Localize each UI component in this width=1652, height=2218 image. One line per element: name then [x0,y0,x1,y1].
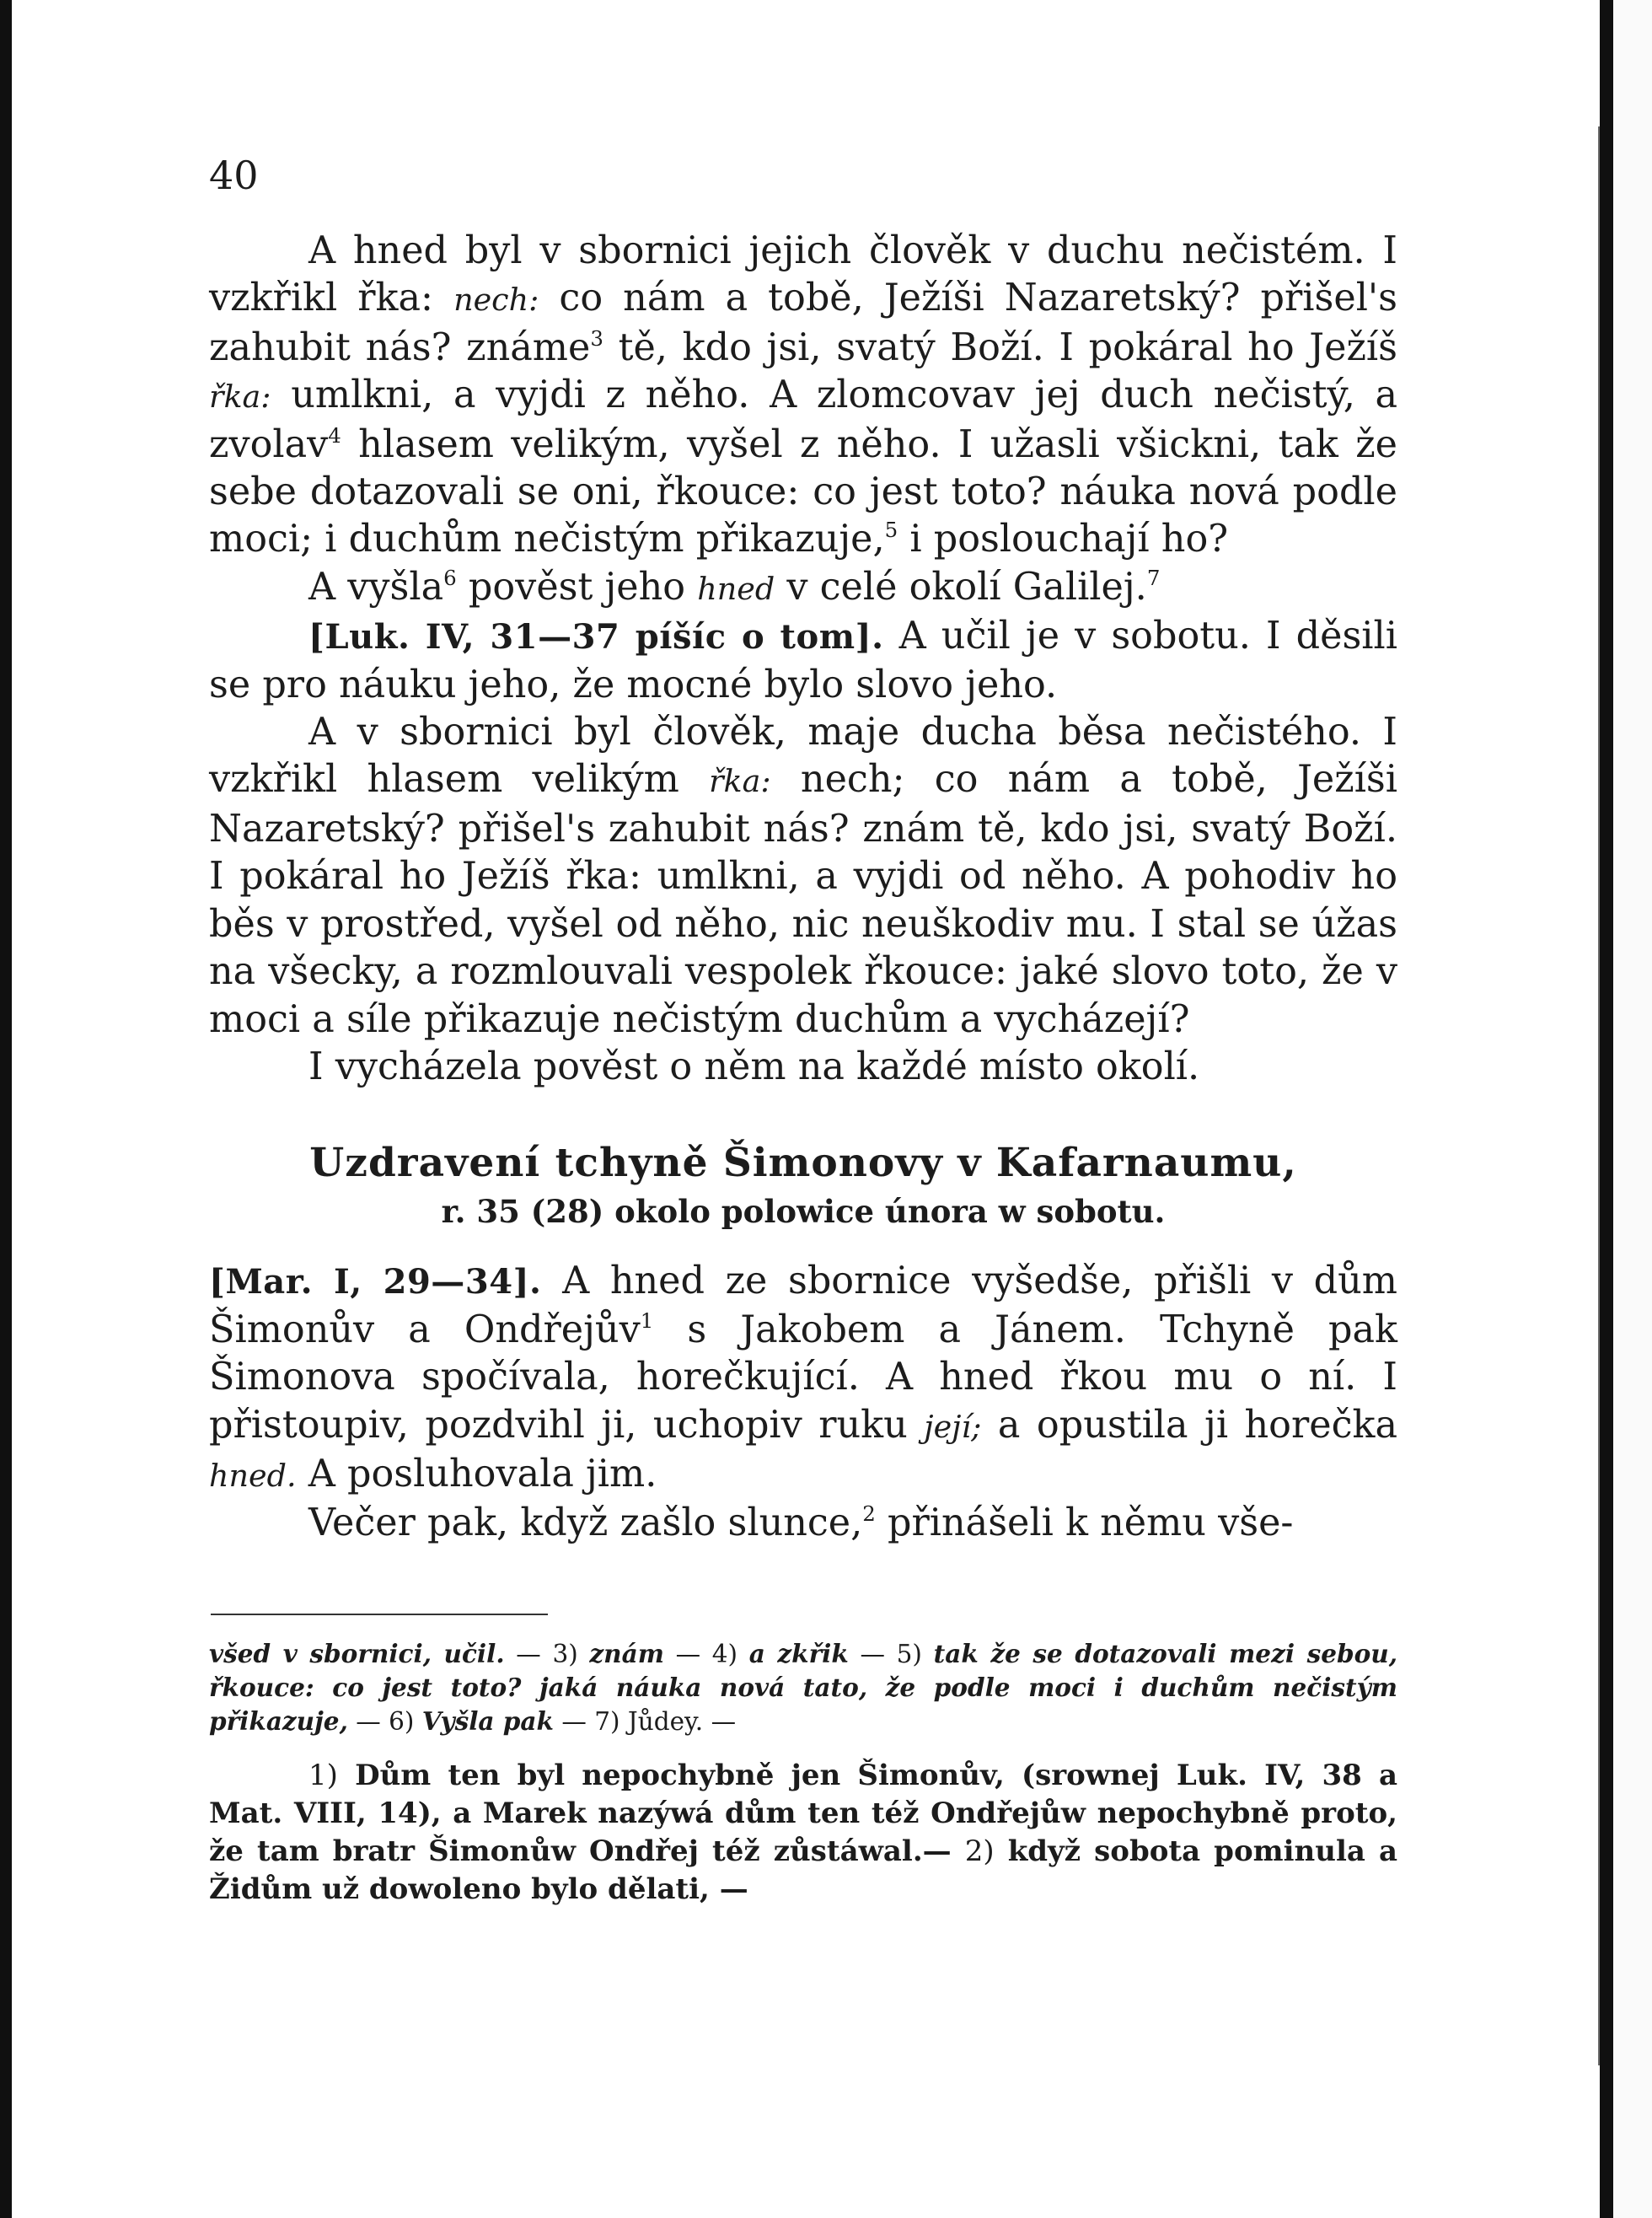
scripture-reference: [Mar. I, 29—34]. [209,1262,542,1302]
footnote-ref: 3 [590,325,603,351]
footnote-ref: 1 [640,1308,654,1333]
paragraph-4: A v sbornici byl člověk, maje ducha běsa nečistého. I vzkřikl hlasem velikým řka: nech; co nám a tobě, Ježíši Nazaretský? přišel's zahubit nás? znám tě, kdo jsi, svatý Boží. I pokáral ho Ježíš řka: umlkni, a vyjdi od něho. A pohodiv ho běs v prostřed, vyšel od něho, nic neuškodiv mu. I stal se úžas na všecky, a rozmlouvali vespolek řkouce: jaké slovo toto, že v moci a síle přikazuje nečistým duchům a vycházejí? [209,711,1397,1041]
footnote-ref: 4 [328,422,341,448]
paragraph-2: A vyšla$^6$ pověst jeho hned v celé okolí Galilej.$^7$ [308,565,1161,609]
footnote-ref: 7 [1146,565,1161,590]
footnote-ref: 5 [884,518,898,543]
scan-border-right [1600,0,1613,2218]
scan-border-left [0,0,12,2218]
footnote-variants: všed v sbornici, učil. — 3) znám — 4) a zkřik — 5) tak že se dotazovali mezi sebou, řkouce: co jest toto? jaká náuka nová tato, že podle moci i duchům nečistým přikazuje, — 6) Vyšla pak — 7) Jůdey. — [209,1638,1397,1736]
paragraph-7: Večer pak, když zašlo slunce,$^2$ přinášeli k němu vše- [308,1501,1294,1545]
section-heading: Uzdravení tchyně Šimonovy v Kafarnaumu, [309,1140,1297,1187]
page-number: 40 [209,153,259,198]
section-subheading: r. 35 (28) okolo polowice února w sobotu. [441,1193,1166,1231]
footnote-notes: 1) Dům ten byl nepochybně jen Šimonův, (srownej Luk. IV, 38 a Mat. VIII, 14), a Marek nazýwá dům ten též Ondřejůw nepochybně proto, že tam bratr Šimonůw Ondřej též zůstáwal.— 2) když sobota pominula a Židům už dowoleno bylo dělati, — [209,1758,1397,1906]
paragraph-3: [Luk. IV, 31—37 píšíc o tom]. A učil je v sobotu. I děsili se pro náuku jeho, že mocné bylo slovo jeho. [209,615,1397,706]
paragraph-1: A hned byl v sbornici jejich člověk v duchu nečistém. I vzkřikl řka: nech: co nám a tobě, Ježíši Nazaretský? přišel's zahubit nás? známe$^3$ tě, kdo jsi, svatý Boží. I pokáral ho Ježíš řka: umlkni, a vyjdi z něho. A zlomcovav jej duch nečistý, a zvolav$^4$ hlasem velikým, vyšel z něho. I užasli všickni, tak že sebe dotazovali se oni, řkouce: co jest toto? náuka nová podle moci; i duchům nečistým přikazuje,$^5$ i poslouchají ho? [209,229,1397,561]
scan-margin-right [1613,0,1652,2218]
footnote-ref: 2 [862,1501,876,1527]
paragraph-6: [Mar. I, 29—34]. A hned ze sbornice vyšedše, přišli v dům Šimonův a Ondřejův$^1$ s Jakobem a Jánem. Tchyně pak Šimonova spočívala, horečkující. A hned řkou mu o ní. I přistoupiv, pozdvihl ji, uchopiv ruku její; a opustila ji horečka hned. A posluhovala jim. [209,1259,1397,1496]
scripture-reference: [Luk. IV, 31—37 píšíc o tom]. [308,617,884,658]
paragraph-5: I vycházela pověst o něm na každé místo okolí. [308,1045,1200,1088]
book-page [209,152,1397,1909]
footnote-ref: 6 [443,565,457,590]
footnote-divider [211,1614,548,1615]
